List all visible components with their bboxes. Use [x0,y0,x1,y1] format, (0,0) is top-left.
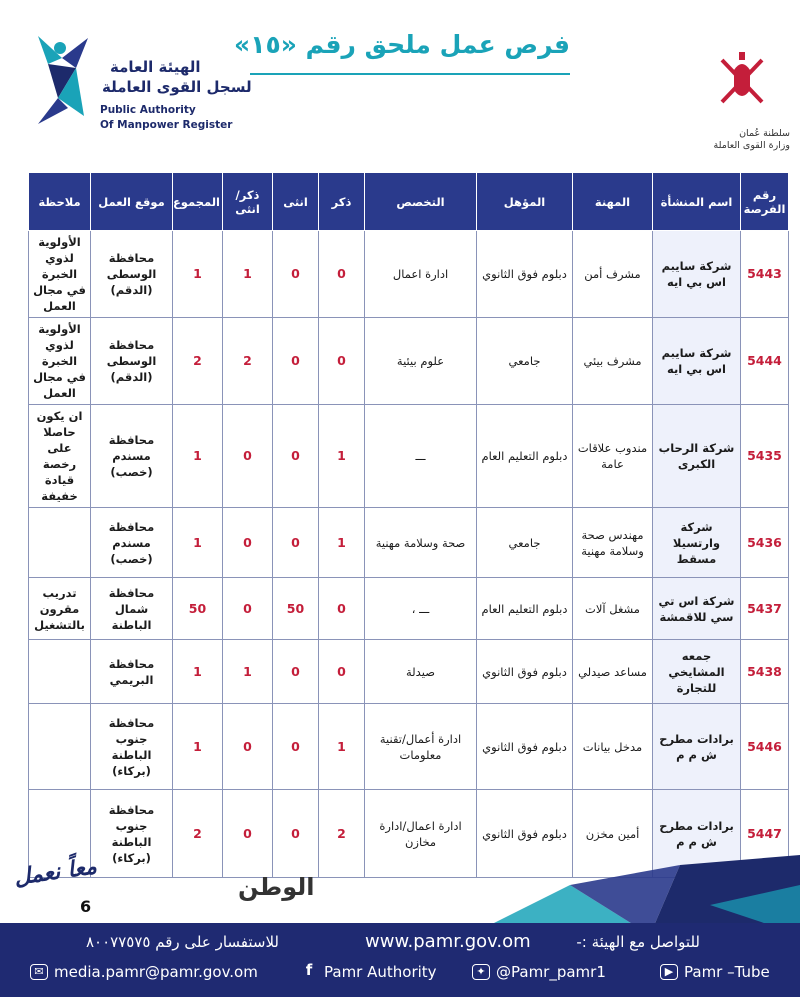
contact-row-primary [0,931,800,957]
cell-id: 5435 [741,405,789,508]
cell-qualification: جامعي [477,318,573,405]
table-row [29,578,789,640]
jobs-table [28,172,789,878]
cell-company: شركة اس تي سي للاقمشة [653,578,741,640]
cell-qualification: دبلوم فوق الثانوي [477,790,573,878]
cell-female: 50 [273,578,319,640]
col-header-female: انثى [273,173,319,231]
cell-profession: مهندس صحة وسلامة مهنية [573,508,653,578]
table-row [29,704,789,790]
cell-male: 1 [319,405,365,508]
col-header-id: رقم الفرصة [741,173,789,231]
authority-name-en-line2: Of Manpower Register [100,119,233,131]
col-header-qualification: المؤهل [477,173,573,231]
cell-qualification: جامعي [477,508,573,578]
email-icon: ✉ [30,964,48,980]
cell-note: ان يكون حاصلا على رخصة قيادة خفيفة [29,405,91,508]
cell-total: 1 [173,704,223,790]
cell-id: 5446 [741,704,789,790]
cell-female: 0 [273,640,319,704]
cell-total: 1 [173,508,223,578]
contact-row-social [0,961,800,989]
cell-location: محافظة مسندم (خصب) [91,405,173,508]
cell-company: شركة سايبم اس بي ايه [653,231,741,318]
cell-id: 5437 [741,578,789,640]
brand-slogan: معاً نعمل [12,854,99,891]
cell-location: محافظة الوسطى (الدقم) [91,231,173,318]
cell-qualification: دبلوم فوق الثانوي [477,640,573,704]
cell-either: 0 [223,405,273,508]
cell-profession: مشرف أمن [573,231,653,318]
cell-specialization: علوم بيئية [365,318,477,405]
cell-id: 5436 [741,508,789,578]
cell-qualification: دبلوم التعليم العام [477,578,573,640]
cell-company: برادات مطرح ش م م [653,790,741,878]
table-row [29,508,789,578]
cell-total: 1 [173,405,223,508]
cell-either: 1 [223,231,273,318]
cell-either: 0 [223,578,273,640]
facebook-icon: f [305,961,313,979]
cell-profession: مشرف بيئي [573,318,653,405]
page-number: 6 [80,897,92,916]
cell-location: محافظة الوسطى (الدقم) [91,318,173,405]
cell-male: 2 [319,790,365,878]
cell-note [29,640,91,704]
title-underline [250,73,570,75]
cell-company: شركة وارتسيلا مسقط [653,508,741,578]
cell-either: 0 [223,508,273,578]
cell-specialization: ادارة اعمال/ادارة مخازن [365,790,477,878]
oman-emblem-icon [712,50,772,112]
cell-specialization: صحة وسلامة مهنية [365,508,477,578]
cell-female: 0 [273,318,319,405]
cell-male: 0 [319,318,365,405]
cell-profession: مساعد صيدلي [573,640,653,704]
table-header-row [29,173,789,231]
cell-total: 2 [173,790,223,878]
cell-either: 0 [223,704,273,790]
cell-note: الأولوية لذوي الخبرة في مجال العمل [29,231,91,318]
facebook-contact[interactable] [300,963,437,981]
cell-id: 5443 [741,231,789,318]
cell-id: 5444 [741,318,789,405]
newspaper-logo: الوطن [238,873,315,901]
cell-qualification: دبلوم فوق الثانوي [477,704,573,790]
facebook-handle: Pamr Authority [324,963,437,981]
youtube-contact[interactable] [660,963,770,981]
col-header-company: اسم المنشأة [653,173,741,231]
cell-location: محافظة مسندم (خصب) [91,508,173,578]
col-header-total: المجموع [173,173,223,231]
cell-profession: مندوب علاقات عامة [573,405,653,508]
cell-id: 5438 [741,640,789,704]
cell-specialization: ادارة اعمال [365,231,477,318]
cell-female: 0 [273,790,319,878]
authority-name-ar-line2: لسجل القوى العاملة [102,78,252,96]
jobs-table-wrapper [28,172,788,878]
cell-either: 1 [223,640,273,704]
cell-total: 1 [173,640,223,704]
cell-female: 0 [273,405,319,508]
cell-female: 0 [273,231,319,318]
cell-company: برادات مطرح ش م م [653,704,741,790]
ministry-name [690,128,790,152]
cell-specialization: ـــ [365,405,477,508]
cell-specialization: ـــ ، [365,578,477,640]
email-contact[interactable] [30,963,258,981]
cell-profession: مدخل بيانات [573,704,653,790]
cell-note: تدريب مقرون بالتشغيل [29,578,91,640]
twitter-handle: @Pamr_pamr1 [496,963,606,981]
col-header-note: ملاحظة [29,173,91,231]
cell-either: 0 [223,790,273,878]
table-row [29,318,789,405]
cell-total: 50 [173,578,223,640]
table-row [29,231,789,318]
table-row [29,405,789,508]
cell-either: 2 [223,318,273,405]
authority-name-en-line1: Public Authority [100,104,196,116]
cell-company: شركة الرحاب الكبرى [653,405,741,508]
page-title: فرص عمل ملحق رقم «١٥» [234,30,570,59]
cell-location: محافظة شمال الباطنة [91,578,173,640]
authority-logo [18,28,252,138]
cell-note [29,704,91,790]
cell-male: 0 [319,231,365,318]
col-header-profession: المهنة [573,173,653,231]
cell-location: محافظة البريمي [91,640,173,704]
cell-id: 5447 [741,790,789,878]
contact-bar [0,923,800,997]
inquiry-phone: للاستفسار على رقم ٨٠٠٧٧٥٧٥ [86,933,279,951]
col-header-specialization: التخصص [365,173,477,231]
page-header [0,0,800,168]
col-header-either: ذكر/انثى [223,173,273,231]
cell-male: 0 [319,578,365,640]
cell-location: محافظة جنوب الباطنة (بركاء) [91,704,173,790]
website-link[interactable]: www.pamr.gov.om [365,931,531,952]
twitter-contact[interactable] [472,963,606,981]
cell-profession: أمين مخزن [573,790,653,878]
cell-total: 1 [173,231,223,318]
youtube-icon: ▶ [660,964,678,980]
cell-note [29,508,91,578]
cell-qualification: دبلوم التعليم العام [477,405,573,508]
cell-company: جمعه المشايخي للتجارة [653,640,741,704]
cell-male: 1 [319,704,365,790]
cell-specialization: صيدلة [365,640,477,704]
cell-male: 1 [319,508,365,578]
cell-note: الأولوية لذوي الخبرة في مجال العمل [29,318,91,405]
ministry-name-line2: وزارة القوى العاملة [713,140,790,151]
col-header-male: ذكر [319,173,365,231]
cell-location: محافظة جنوب الباطنة (بركاء) [91,790,173,878]
authority-name-ar-line1: الهيئة العامة [110,58,201,76]
col-header-location: موقع العمل [91,173,173,231]
cell-female: 0 [273,508,319,578]
twitter-icon: ✦ [472,964,490,980]
youtube-handle: Pamr –Tube [684,963,770,981]
authority-emblem-icon [18,28,108,138]
ministry-name-line1: سلطنة عُمان [739,128,790,139]
contact-label: للتواصل مع الهيئة :- [576,933,700,951]
page-footer [0,855,800,997]
cell-total: 2 [173,318,223,405]
table-row [29,640,789,704]
cell-company: شركة سايبم اس بي ايه [653,318,741,405]
cell-profession: مشغل آلات [573,578,653,640]
cell-specialization: ادارة أعمال/تقنية معلومات [365,704,477,790]
email-address: media.pamr@pamr.gov.om [54,963,258,981]
cell-female: 0 [273,704,319,790]
cell-qualification: دبلوم فوق الثانوي [477,231,573,318]
cell-male: 0 [319,640,365,704]
